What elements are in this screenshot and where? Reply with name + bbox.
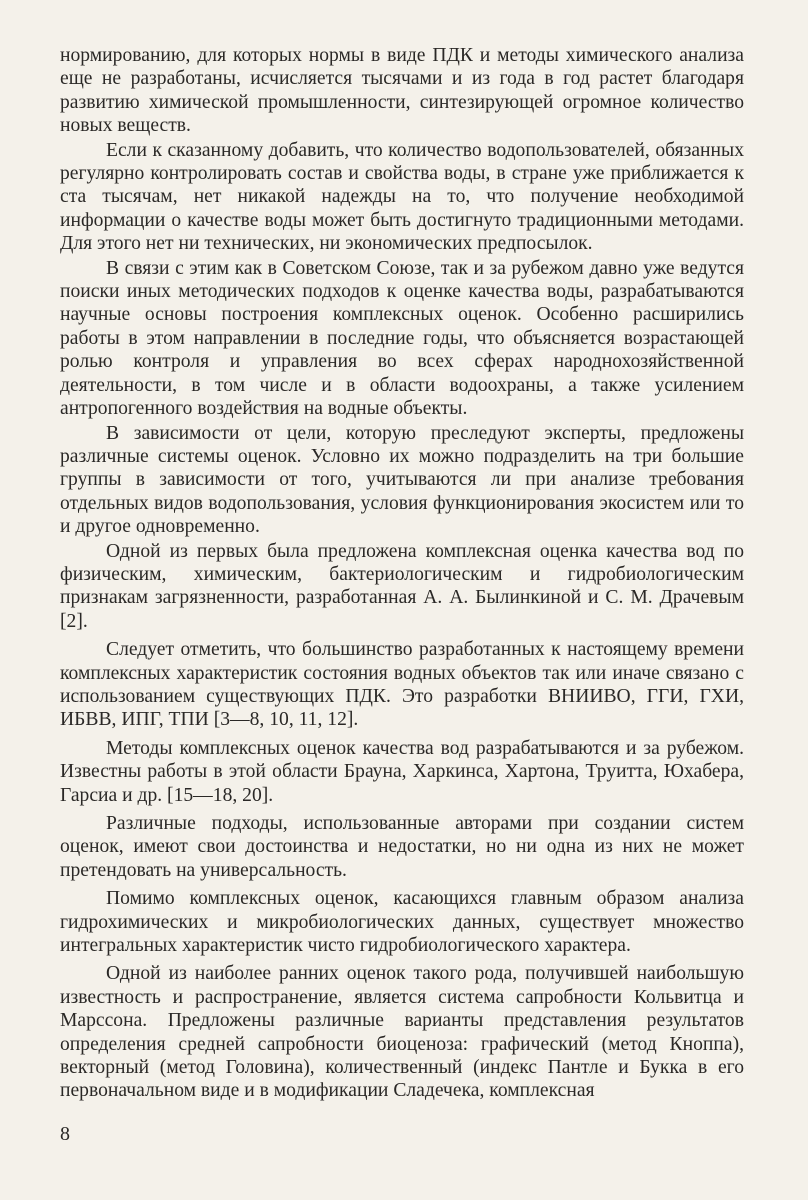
paragraph-6: Следует отметить, что большинство разработанных к настоящему времени комплексных характеристик состояния водных объектов так или иначе связано с использованием существующих ПДК. Это разработки ВНИИВО, ГГИ, ГХИ, ИБВВ, ИПГ, ТПИ [3—8, 10, 11, 12]. — [60, 639, 744, 731]
body-text — [60, 44, 744, 1103]
paragraph-10: Одной из наиболее ранних оценок такого рода, получившей наибольшую известность и распространение, является система сапробности Кольвитца и Марссона. Предложены различные варианты представления результатов определения средней сапробности биоценоза: графический (метод Кноппа), векторный (метод Головина), количественный (индекс Пантле и Букка в его первоначальном виде и в модификации Сладечека, комплексная — [60, 963, 744, 1102]
paragraph-8: Различные подходы, использованные авторами при создании систем оценок, имеют свои достоинства и недостатки, но ни одна из них не может претендовать на универсальность. — [60, 813, 744, 881]
paragraph-4: В зависимости от цели, которую преследуют эксперты, предложены различные системы оценок. Условно их можно подразделить на три большие группы в зависимости от того, учитываются ли при анализе требования отдельных видов водопользования, условия функционирования экосистем или то и другое одновременно. — [60, 422, 744, 538]
paragraph-9: Помимо комплексных оценок, касающихся главным образом анализа гидрохимических и микробиологических данных, существует множество интегральных характеристик чисто гидробиологического характера. — [60, 888, 744, 957]
paragraph-5: Одной из первых была предложена комплексная оценка качества вод по физическим, химическим, бактериологическим и гидробиологическим признакам загрязненности, разработанная А. А. Былинкиной и С. М. Драчевым [2]. — [60, 540, 744, 632]
paragraph-2: Если к сказанному добавить, что количество водопользователей, обязанных регулярно контролировать состав и свойства воды, в стране уже приближается к ста тысячам, нет никакой надежды на то, что получение необходимой информации о качестве воды может быть достигнуто традиционными методами. Для этого нет ни технических, ни экономических предпосылок. — [60, 139, 744, 255]
paragraph-1: нормированию, для которых нормы в виде ПДК и методы химического анализа еще не разработаны, исчисляется тысячами и из года в год растет благодаря развитию химической промышленности, синтезирующей огромное количество новых веществ. — [60, 45, 744, 137]
page-number: 8 — [60, 1123, 70, 1145]
paragraph-3: В связи с этим как в Советском Союзе, так и за рубежом давно уже ведутся поиски иных методических подходов к оценке качества воды, разрабатываются научные основы построения комплексных оценок. Особенно расширились работы в этом направлении в последние годы, что объясняется возрастающей ролью контроля и управления во всех сферах народнохозяйственной деятельности, в том числе и в области водоохраны, а также усилением антропогенного воздействия на водные объекты. — [60, 257, 744, 420]
paragraph-7: Методы комплексных оценок качества вод разрабатываются и за рубежом. Известны работы в этой области Брауна, Харкинса, Хартона, Труитта, Юхабера, Гарсиа и др. [15—18, 20]. — [60, 737, 744, 806]
